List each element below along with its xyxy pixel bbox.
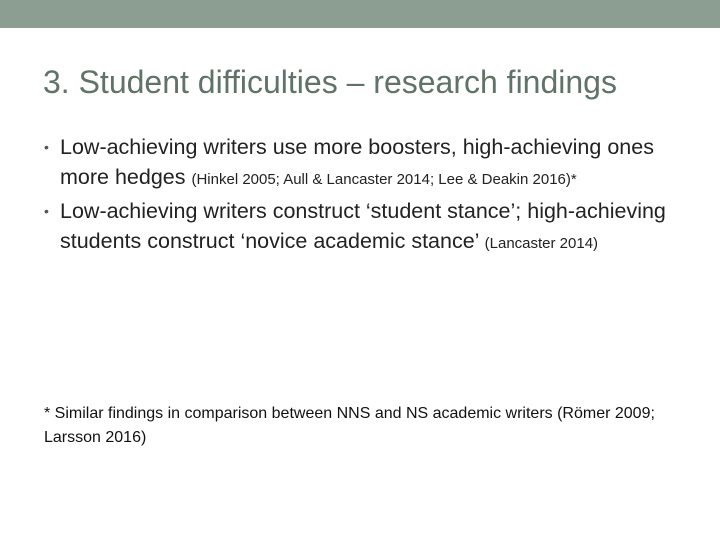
bullet-citation: (Hinkel 2005; Aull & Lancaster 2014; Lee & Deakin 2016)* — [191, 171, 577, 188]
slide-top-bar — [0, 0, 720, 28]
bullet-item-boosters-hedges — [44, 132, 684, 192]
bullet-text: Low-achieving writers use more boosters, high-achieving ones more hedges — [60, 135, 654, 189]
bullet-dot-icon: • — [44, 203, 49, 219]
bullet-citation: (Lancaster 2014) — [484, 235, 599, 252]
bullet-dot-icon: • — [44, 139, 49, 155]
footnote: * Similar findings in comparison between NNS and NS academic writers (Römer 2009; Larsson 2016) — [44, 405, 655, 446]
slide-title: 3. Student difficulties – research findings — [43, 64, 617, 100]
bullet-list — [44, 132, 684, 256]
bullet-text: Low-achieving writers construct ‘student stance’; high-achieving students construct ‘novice academic stance’ — [60, 199, 666, 253]
bullet-item-stance — [44, 196, 684, 256]
